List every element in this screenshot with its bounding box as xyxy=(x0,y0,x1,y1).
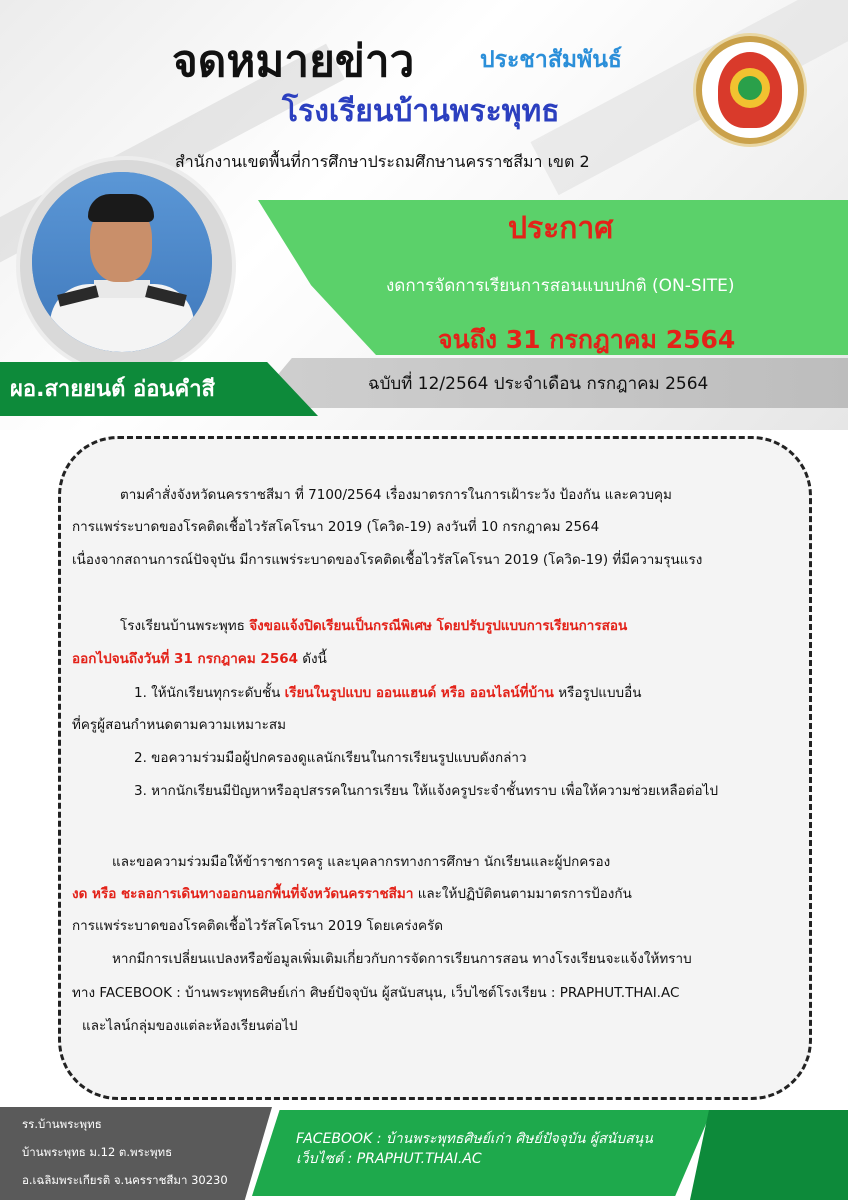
list-item: ที่ครูผู้สอนกำหนดตามความเหมาะสม xyxy=(72,717,287,733)
body-line: หากมีการเปลี่ยนแปลงหรือข้อมูลเพิ่มเติมเกี่ยวกับการจัดการเรียนการสอน ทางโรงเรียนจะแจ้งให้ทราบ xyxy=(112,951,692,967)
footer-address-line: รร.บ้านพระพุทธ xyxy=(22,1117,102,1131)
highlight-text: ออกไปจนถึงวันที่ 31 กรกฎาคม 2564 xyxy=(72,651,298,667)
announcement-until-date: จนถึง 31 กรกฎาคม 2564 xyxy=(438,325,736,354)
body-line: การแพร่ระบาดของโรคติดเชื้อไวรัสโคโรนา 2019 โดยเคร่งครัด xyxy=(72,918,444,934)
body-text: 1. ให้นักเรียนทุกระดับชั้น xyxy=(134,685,285,701)
director-photo xyxy=(32,172,212,352)
body-line: ทาง FACEBOOK : บ้านพระพุทธศิษย์เก่า ศิษย์ปัจจุบัน ผู้สนับสนุน, เว็บไซต์โรงเรียน : PRAPHUT.THAI.AC xyxy=(72,985,680,1001)
footer-website: เว็บไซต์ : PRAPHUT.THAI.AC xyxy=(296,1151,482,1167)
footer-address-line: อ.เฉลิมพระเกียรติ จ.นครราชสีมา 30230 xyxy=(22,1173,228,1187)
list-item xyxy=(134,681,641,703)
footer-facebook: FACEBOOK : บ้านพระพุทธศิษย์เก่า ศิษย์ปัจจุบัน ผู้สนับสนุน xyxy=(296,1131,653,1147)
body-line: เนื่องจากสถานการณ์ปัจจุบัน มีการแพร่ระบาดของโรคติดเชื้อไวรัสโคโรนา 2019 (โควิด-19) ที่มีความรุนแรง xyxy=(72,552,703,568)
announcement-heading: ประกาศ xyxy=(508,211,614,246)
body-line: และขอความร่วมมือให้ข้าราชการครู และบุคลากรทางการศึกษา นักเรียนและผู้ปกครอง xyxy=(112,854,611,870)
body-text: โรงเรียนบ้านพระพุทธ xyxy=(120,618,250,634)
body-line: ตามคำสั่งจังหวัดนครราชสีมา ที่ 7100/2564 เรื่องมาตรการในการเฝ้าระวัง ป้องกัน และควบคุม xyxy=(120,487,672,503)
body-line xyxy=(120,614,627,636)
newsletter-subtitle: ประชาสัมพันธ์ xyxy=(480,47,622,73)
highlight-text: งด หรือ ชะลอการเดินทางออกนอกพื้นที่จังหวัดนครราชสีมา xyxy=(72,886,414,902)
body-line: การแพร่ระบาดของโรคติดเชื้อไวรัสโคโรนา 2019 (โควิด-19) ลงวันที่ 10 กรกฎาคม 2564 xyxy=(72,519,600,535)
body-line xyxy=(72,882,632,904)
school-name: โรงเรียนบ้านพระพุทธ xyxy=(282,94,560,129)
director-name: ผอ.สายยนต์ อ่อนคำสี xyxy=(10,377,215,402)
school-emblem-icon xyxy=(696,36,804,144)
body-text: ดังนี้ xyxy=(298,651,327,667)
footer-address-line: บ้านพระพุทธ ม.12 ต.พระพุทธ xyxy=(22,1145,173,1159)
body-text: หรือรูปแบบอื่น xyxy=(553,685,642,701)
announcement-description: งดการจัดการเรียนการสอนแบบปกติ (ON-SITE) xyxy=(386,276,735,296)
issue-number: ฉบับที่ 12/2564 ประจำเดือน กรกฎาคม 2564 xyxy=(368,374,709,394)
list-item: 2. ขอความร่วมมือผู้ปกครองดูแลนักเรียนในการเรียนรูปแบบดังกล่าว xyxy=(134,750,527,766)
body-text: และให้ปฏิบัติตนตามมาตรการป้องกัน xyxy=(413,886,632,902)
list-item: 3. หากนักเรียนมีปัญหาหรืออุปสรรคในการเรียน ให้แจ้งครูประจำชั้นทราบ เพื่อให้ความช่วยเหลือต่อไป xyxy=(134,783,719,799)
newsletter-title: จดหมายข่าว xyxy=(172,36,415,87)
body-line xyxy=(72,647,327,669)
highlight-text: เรียนในรูปแบบ ออนแฮนด์ หรือ ออนไลน์ที่บ้าน xyxy=(284,685,554,701)
office-name: สำนักงานเขตพื้นที่การศึกษาประถมศึกษานครราชสีมา เขต 2 xyxy=(175,152,590,171)
highlight-text: จึงขอแจ้งปิดเรียนเป็นกรณีพิเศษ โดยปรับรูปแบบการเรียนการสอน xyxy=(249,618,628,634)
footer-accent xyxy=(690,1110,848,1200)
body-line: และไลน์กลุ่มของแต่ละห้องเรียนต่อไป xyxy=(82,1018,298,1034)
